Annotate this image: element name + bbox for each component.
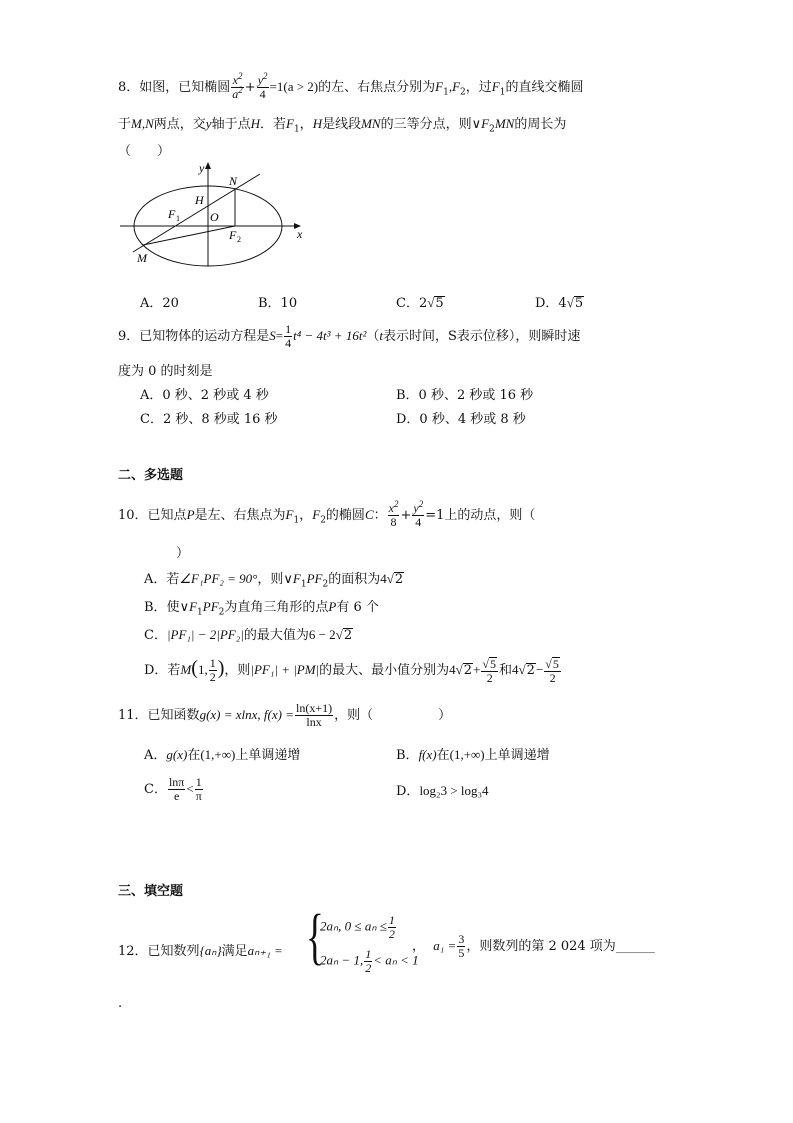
label-f2: F bbox=[229, 228, 237, 242]
q8-option-c[interactable]: C．2√5 bbox=[396, 295, 444, 311]
section-fill-in: 三、填空题 bbox=[118, 884, 184, 899]
q10-option-c[interactable]: C．|PF₁| − 2|PF₂|的最大值为6 − 2√2 bbox=[144, 627, 353, 643]
q10-number: 10． bbox=[118, 508, 148, 523]
q10-option-a[interactable]: A．若∠F₁PF₂ = 90°，则$\vee F_1PF_2$的面积为4√2 bbox=[144, 571, 404, 590]
q12-answer-blank[interactable]: ______ bbox=[615, 939, 655, 954]
q11-option-a[interactable]: A．g(x)在(1,+∞)上单调递增 bbox=[144, 747, 301, 763]
q9-option-c[interactable]: C．2 秒、8 秒或 16 秒 bbox=[140, 412, 278, 427]
q9-option-a[interactable]: A．0 秒、2 秒或 4 秒 bbox=[140, 388, 269, 403]
q8-line2: 于M,N两点，交y轴于点H．若$F_1$，H是线段MN的三等分点，则$\vee F_2MN$的周长为 bbox=[118, 116, 567, 135]
label-m: M bbox=[137, 251, 147, 265]
q12-line1: 12．已知数列{aₙ}满足aₙ₊₁ = bbox=[118, 943, 283, 959]
label-o: O bbox=[210, 210, 219, 224]
q11-number: 11． bbox=[118, 708, 148, 723]
line-mf2 bbox=[143, 226, 235, 245]
label-x: x bbox=[297, 227, 303, 241]
svg-text:1: 1 bbox=[176, 214, 180, 223]
label-h: H bbox=[195, 193, 204, 207]
q9-option-d[interactable]: D．0 秒、4 秒或 8 秒 bbox=[396, 412, 526, 427]
q12-period: . bbox=[118, 996, 123, 1011]
q10-paren-close: ） bbox=[176, 546, 190, 561]
q9-option-b[interactable]: B．0 秒、2 秒或 16 秒 bbox=[396, 388, 534, 403]
q8-number: 8． bbox=[118, 80, 140, 95]
q8-ellipse-figure bbox=[115, 158, 315, 270]
q10-line1: 10．已知点P是左、右焦点为$F_1$，$F_2$的椭圆C： $\frac{x^2}{8}$ + $\frac{y^2}{4}$ =1上的动点，则（ bbox=[118, 499, 536, 529]
q9-number: 9． bbox=[118, 329, 140, 344]
q11-option-c[interactable]: C． $\frac{\ln\pi}{e}$ < $\frac{1}{\pi}$ bbox=[144, 775, 202, 803]
y-axis-arrow bbox=[205, 162, 211, 169]
q12-line1-tail: ， a₁ = $\frac{3}{5}$ ，则数列的第 2 024 项为______ bbox=[412, 932, 655, 960]
q11-option-b[interactable]: B．f(x)在(1,+∞)上单调递增 bbox=[396, 747, 550, 763]
q8-option-d[interactable]: D．4√5 bbox=[535, 295, 584, 311]
q10-option-d[interactable]: D．若M(1, $\frac{1}{2}$ )，则|PF₁| + |PM|的最大、最小值分别为4√2+ $\frac{√5}{2}$ 和4√2− $\frac{√5}{2}$ bbox=[144, 656, 559, 685]
section-multiple-choice: 二、多选题 bbox=[118, 468, 184, 483]
q11-option-d[interactable]: D．log₂3 > log₃4 bbox=[396, 783, 489, 799]
q8-option-a[interactable]: A．20 bbox=[140, 296, 179, 311]
q8-paren: （ ） bbox=[118, 144, 171, 159]
q9-line1: 9．已知物体的运动方程是S= $\frac{1}{4}$ t⁴ − 4t³ + 16t²（t表示时间，S表示位移），则瞬时速 bbox=[118, 322, 581, 350]
q8-ellipse-frac1: $\frac{x^2}{a^2}$ bbox=[232, 71, 243, 101]
q8-line1: 8．如图，已知椭圆 $\frac{x^2}{a^2}$ + $\frac{y^2}{4}$ =1(a > 2)的左、右焦点分别为$F_1,F_2$，过$F_1$的直线交椭圆 bbox=[118, 71, 584, 101]
svg-text:2: 2 bbox=[237, 235, 241, 244]
label-y: y bbox=[199, 161, 205, 175]
label-f1: F bbox=[168, 207, 176, 221]
q12-number: 12． bbox=[118, 944, 148, 959]
label-n: N bbox=[229, 174, 238, 188]
q9-line2: 度为 0 的时刻是 bbox=[118, 364, 213, 379]
q8-ellipse-frac2: $\frac{y^2}{4}$ bbox=[257, 71, 268, 101]
q10-option-b[interactable]: B．使$\vee F_1PF_2$为直角三角形的点P有 6 个 bbox=[144, 599, 379, 618]
q11-line1: 11．已知函数g(x) = xlnx, f(x) = $\frac{\ln(x+1)}{\ln x}$ ，则（ ） bbox=[118, 701, 452, 729]
q8-option-b[interactable]: B．10 bbox=[258, 296, 298, 311]
